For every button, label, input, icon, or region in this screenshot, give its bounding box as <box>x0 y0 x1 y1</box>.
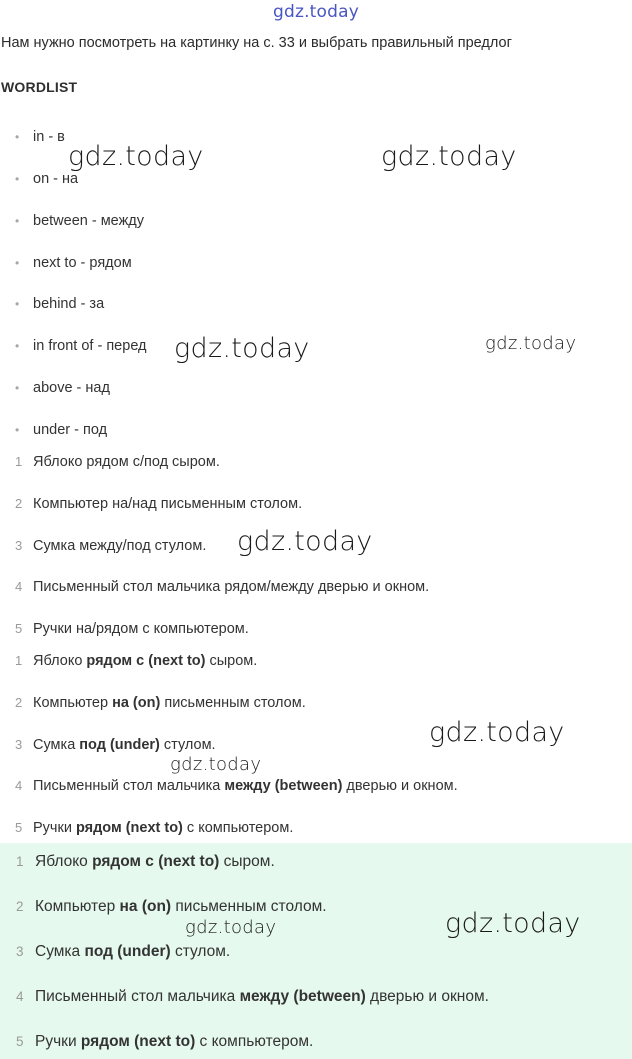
watermark: gdz.today <box>174 333 310 364</box>
wordlist-entry: next to - рядом <box>33 255 132 271</box>
item-number: 2 <box>15 695 23 710</box>
exercise-item <box>15 579 429 595</box>
answer-pre: Компьютер <box>35 898 120 915</box>
bullet-icon: • <box>15 381 20 395</box>
list-item <box>15 338 147 354</box>
wordlist-entry: in front of - перед <box>33 338 147 354</box>
answer-pre: Письменный стол мальчика <box>33 778 225 794</box>
watermark: gdz.today <box>485 333 577 354</box>
exercise-text: Компьютер на/над письменным столом. <box>33 496 303 512</box>
answer-post: с компьютером. <box>195 1033 314 1050</box>
answer-post: письменным столом. <box>160 695 306 711</box>
list-item <box>15 255 132 271</box>
item-number: 4 <box>15 579 23 594</box>
list-item <box>15 422 107 438</box>
bullet-icon: • <box>15 297 20 311</box>
answer-item <box>15 778 458 794</box>
wordlist-entry: under - под <box>33 422 108 438</box>
bullet-icon: • <box>15 172 20 186</box>
list-item <box>15 129 65 145</box>
list-item <box>15 380 110 396</box>
intro-text: Нам нужно посмотреть на картинку на с. 33 и выбрать правильный предлог <box>1 35 512 51</box>
wordlist-heading: WORDLIST <box>1 79 78 95</box>
answer-highlight: на (on) <box>112 695 161 711</box>
exercise-item <box>15 538 206 554</box>
exercise-item <box>15 621 249 637</box>
item-number: 1 <box>16 854 24 869</box>
answer-item <box>16 853 275 871</box>
exercise-text: Сумка между/под стулом. <box>33 538 207 554</box>
bullet-icon: • <box>15 423 20 437</box>
answer-highlight: под (under) <box>79 737 160 753</box>
answer-highlight: между (between) <box>239 988 366 1005</box>
answer-pre: Ручки <box>35 1033 81 1050</box>
answer-item <box>15 820 293 836</box>
answer-post: стулом. <box>170 943 231 960</box>
answer-item <box>15 695 306 711</box>
item-number: 2 <box>16 899 24 914</box>
site-logo[interactable]: gdz.today <box>272 2 360 22</box>
answer-post: сыром. <box>219 853 275 870</box>
item-number: 4 <box>16 989 24 1004</box>
answer-post: с компьютером. <box>182 820 294 836</box>
item-number: 5 <box>15 820 23 835</box>
answer-post: дверью и окном. <box>365 988 489 1005</box>
list-item <box>15 213 144 229</box>
item-number: 1 <box>15 653 23 668</box>
bullet-icon: • <box>15 130 20 144</box>
list-item <box>15 296 104 312</box>
item-number: 5 <box>15 621 23 636</box>
answer-highlight: на (on) <box>119 898 172 915</box>
watermark: gdz.today <box>381 141 517 172</box>
wordlist-entry: on - на <box>33 171 79 187</box>
bullet-icon: • <box>15 339 20 353</box>
item-number: 1 <box>15 454 23 469</box>
answer-pre: Яблоко <box>35 853 93 870</box>
answer-pre: Яблоко <box>33 653 87 669</box>
item-number: 2 <box>15 496 23 511</box>
list-item <box>15 171 78 187</box>
answer-highlight: рядом (next to) <box>75 820 183 836</box>
watermark: gdz.today <box>170 754 262 775</box>
answer-item <box>15 737 216 753</box>
answer-pre: Письменный стол мальчика <box>35 988 240 1005</box>
exercise-item <box>15 454 220 470</box>
answer-highlight: между (between) <box>224 778 343 794</box>
answer-highlight: под (under) <box>84 943 171 960</box>
item-number: 4 <box>15 778 23 793</box>
answer-highlight: рядом (next to) <box>80 1033 196 1050</box>
item-number: 3 <box>16 944 24 959</box>
answer-item <box>16 988 489 1006</box>
answer-pre: Сумка <box>33 737 80 753</box>
item-number: 5 <box>16 1034 24 1049</box>
answer-item <box>15 653 257 669</box>
answer-item <box>16 898 327 916</box>
answer-post: стулом. <box>159 737 216 753</box>
answer-item <box>16 1033 313 1051</box>
wordlist-entry: behind - за <box>33 296 105 312</box>
answer-pre: Сумка <box>35 943 85 960</box>
wordlist-entry: in - в <box>33 129 65 145</box>
bullet-icon: • <box>15 214 20 228</box>
exercise-text: Ручки на/рядом с компьютером. <box>33 621 249 637</box>
item-number: 3 <box>15 737 23 752</box>
answer-highlight: рядом с (next to) <box>92 853 220 870</box>
answer-post: письменным столом. <box>171 898 327 915</box>
answer-pre: Компьютер <box>33 695 113 711</box>
exercise-item <box>15 496 302 512</box>
watermark: gdz.today <box>68 141 204 172</box>
watermark: gdz.today <box>429 717 565 748</box>
answer-post: сыром. <box>205 653 258 669</box>
answer-highlight: рядом с (next to) <box>86 653 206 669</box>
wordlist-entry: between - между <box>33 213 144 229</box>
answer-item <box>16 943 230 961</box>
answer-pre: Ручки <box>33 820 76 836</box>
bullet-icon: • <box>15 256 20 270</box>
wordlist-entry: above - над <box>33 380 110 396</box>
watermark: gdz.today <box>185 917 277 938</box>
exercise-text: Яблоко рядом с/под сыром. <box>33 454 220 470</box>
answer-post: дверью и окном. <box>342 778 458 794</box>
watermark: gdz.today <box>445 908 581 939</box>
watermark: gdz.today <box>237 526 373 557</box>
exercise-text: Письменный стол мальчика рядом/между дверью и окном. <box>33 579 430 595</box>
item-number: 3 <box>15 538 23 553</box>
